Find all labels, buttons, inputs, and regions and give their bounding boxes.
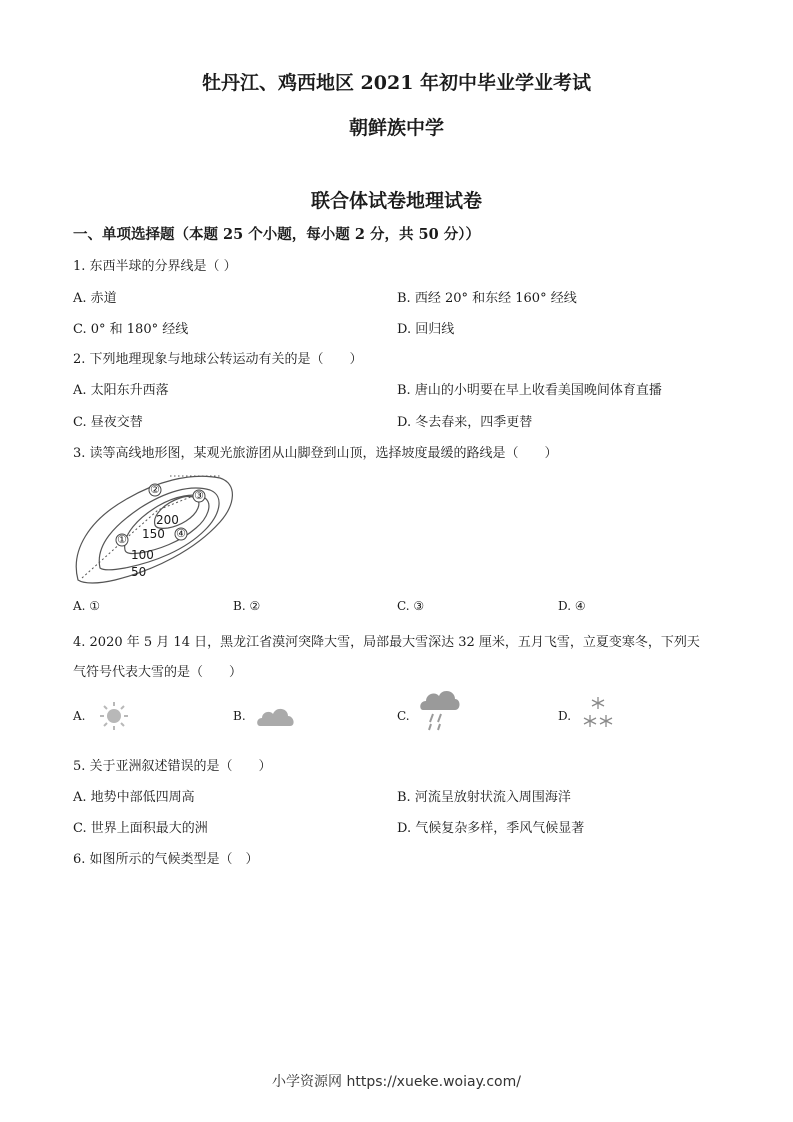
question-4-option-c[interactable]: C. [397,709,410,723]
question-1-stem: 1. 东西半球的分界线是（ ） [73,259,237,274]
route-label-4: ④ [176,527,186,540]
question-2-option-d[interactable]: D. 冬去春来，四季更替 [397,415,533,430]
route-label-3: ③ [194,489,204,502]
question-3-option-d[interactable]: D. ④ [558,599,586,613]
question-4-option-d[interactable]: D. [558,709,572,723]
question-2-stem: 2. 下列地理现象与地球公转运动有关的是（ ） [73,352,363,367]
question-1-option-b[interactable]: B. 西经 20° 和东经 160° 经线 [397,291,577,306]
cloud-icon [256,704,296,728]
contour-label-150: 150 [142,527,165,541]
question-4-stem-line2: 气符号代表大雪的是（ ） [73,665,243,680]
sun-icon [96,700,132,732]
rain-cloud-icon [419,688,461,732]
question-1-option-a[interactable]: A. 赤道 [73,291,117,306]
contour-label-200: 200 [156,513,179,527]
question-4-stem-line1: 4. 2020 年 5 月 14 日，黑龙江省漠河突降大雪，局部最大雪深达 32 厘米，五月飞雪，立夏变寒冬，下列天 [73,635,700,650]
question-5-option-b[interactable]: B. 河流呈放射状流入周围海洋 [397,790,571,805]
question-5-option-d[interactable]: D. 气候复杂多样，季风气候显著 [397,821,585,836]
contour-label-50: 50 [131,565,147,579]
question-5-option-a[interactable]: A. 地势中部低四周高 [73,790,195,805]
question-2-option-c[interactable]: C. 昼夜交替 [73,415,143,430]
question-3-option-a[interactable]: A. ① [73,599,101,613]
paper-title: 联合体试卷地理试卷 [310,190,482,212]
question-1-option-c[interactable]: C. 0° 和 180° 经线 [73,322,189,337]
question-3-option-b[interactable]: B. ② [233,599,261,613]
school-name: 朝鲜族中学 [348,117,444,139]
contour-label-100: 100 [131,548,154,562]
question-3-stem: 3. 读等高线地形图，某观光旅游团从山脚登到山顶，选择坡度最缓的路线是（ ） [73,446,558,461]
question-1-option-d[interactable]: D. 回归线 [397,322,455,337]
question-5-option-c[interactable]: C. 世界上面积最大的洲 [73,821,208,836]
exam-title: 牡丹江、鸡西地区 2021 年初中毕业学业考试 [201,72,592,94]
snow-icon [582,695,614,731]
question-6-stem: 6. 如图所示的气候类型是（ ） [73,852,259,867]
route-label-1: ① [117,533,127,546]
question-2-option-a[interactable]: A. 太阳东升西落 [73,383,169,398]
footer-watermark: 小学资源网 https://xueke.woiay.com/ [272,1074,521,1090]
question-3-option-c[interactable]: C. ③ [397,599,425,613]
question-2-option-b[interactable]: B. 唐山的小明要在早上收看美国晚间体育直播 [397,383,662,398]
section-heading: 一、单项选择题（本题 25 个小题，每小题 2 分，共 50 分）） [73,226,480,243]
question-5-stem: 5. 关于亚洲叙述错误的是（ ） [73,759,272,774]
question-4-option-a[interactable]: A. [73,709,86,723]
question-4-option-b[interactable]: B. [233,709,246,723]
route-label-2: ② [150,483,160,496]
